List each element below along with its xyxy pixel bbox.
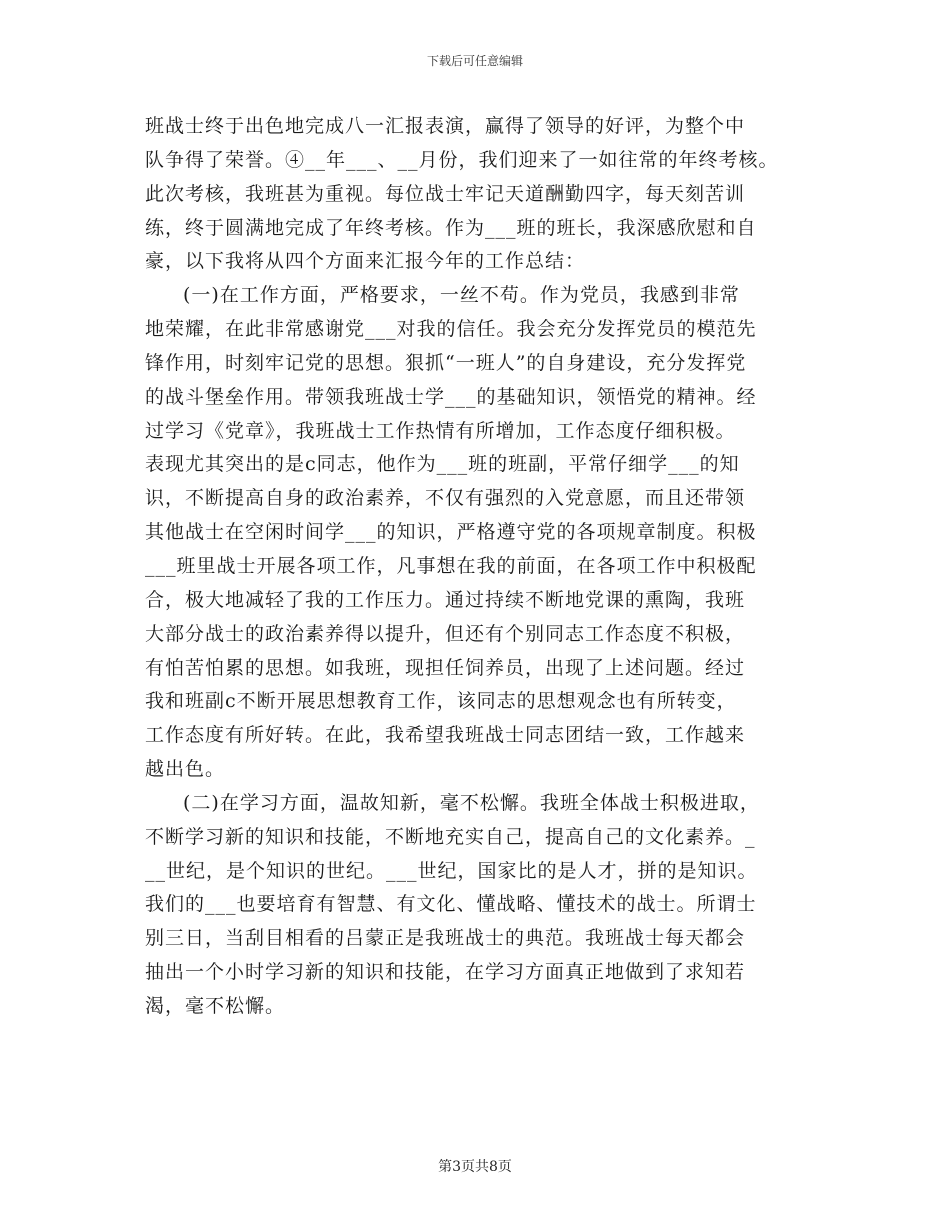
document-body	[145, 110, 810, 1024]
text-line-27: 渴，毫不松懈。	[145, 994, 286, 1017]
text-line-19: 工作态度有所好转。在此，我希望我班战士同志团结一致，工作越来	[145, 724, 746, 747]
text-line-5: 豪，以下我将从四个方面来汇报今年的工作总结：	[145, 250, 586, 273]
text-line-12: 识，不断提高自身的政治素养，不仅有强烈的入党意愿，而且还带领	[145, 487, 746, 510]
page-number: 第3页共8页	[438, 1159, 512, 1175]
page-header: 下载后可任意编辑	[426, 54, 523, 68]
text-line-3: 此次考核，我班甚为重视。每位战士牢记天道酬勤四字，每天刻苦训	[145, 182, 746, 205]
paragraph-1-start: (一)在工作方面，严格要求，一丝不苟。作为党员，我感到非常	[183, 284, 740, 307]
text-line-18: 我和班副c不断开展思想教育工作，该同志的思想观念也有所转变，	[145, 690, 737, 713]
text-line-17: 有怕苦怕累的思想。如我班，现担任饲养员，出现了上述问题。经过	[145, 656, 746, 679]
text-line-20: 越出色。	[145, 758, 226, 781]
text-line-14: ___班里战士开展各项工作，凡事想在我的前面，在各项工作中积极配	[145, 554, 757, 577]
text-line-2: 队争得了荣誉。④__年___、__月份，我们迎来了一如往常的年终考核。	[145, 148, 779, 171]
text-line-22: 不断学习新的知识和技能，不断地充实自己，提高自己的文化素养。_	[145, 825, 756, 848]
text-line-24: 我们的___也要培育有智慧、有文化、懂战略、懂技术的战士。所谓士	[145, 893, 757, 916]
text-line-10: 过学习《党章》，我班战士工作热情有所增加，工作态度仔细积极。	[145, 419, 736, 442]
text-line-16: 大部分战士的政治素养得以提升，但还有个别同志工作态度不积极，	[145, 622, 746, 645]
text-line-7: 地荣耀，在此非常感谢党___对我的信任。我会充分发挥党员的模范先	[145, 318, 757, 341]
text-line-13: 其他战士在空闲时间学___的知识，严格遵守党的各项规章制度。积极	[145, 521, 757, 544]
text-line-4: 练，终于圆满地完成了年终考核。作为___班的班长，我深感欣慰和自	[145, 216, 757, 239]
text-line-23: __世纪，是个知识的世纪。___世纪，国家比的是人才，拼的是知识。	[145, 859, 758, 882]
text-line-26: 抽出一个小时学习新的知识和技能，在学习方面真正地做到了求知若	[145, 961, 746, 984]
text-line-8: 锋作用，时刻牢记党的思想。狠抓“一班人”的自身建设，充分发挥党	[145, 351, 747, 374]
text-line-1: 班战士终于出色地完成八一汇报表演，赢得了领导的好评，为整个中	[145, 115, 746, 137]
text-line-15: 合，极大地减轻了我的工作压力。通过持续不断地党课的熏陶，我班	[145, 588, 746, 611]
text-line-11: 表现尤其突出的是c同志，他作为___班的班副，平常仔细学___的知	[145, 453, 740, 476]
text-line-25: 别三日，当刮目相看的吕蒙正是我班战士的典范。我班战士每天都会	[145, 927, 746, 950]
text-line-9: 的战斗堡垒作用。带领我班战士学___的基础知识，领悟党的精神。经	[145, 385, 757, 408]
paragraph-2-start: (二)在学习方面，温故知新，毫不松懈。我班全体战士积极进取，	[183, 791, 760, 814]
